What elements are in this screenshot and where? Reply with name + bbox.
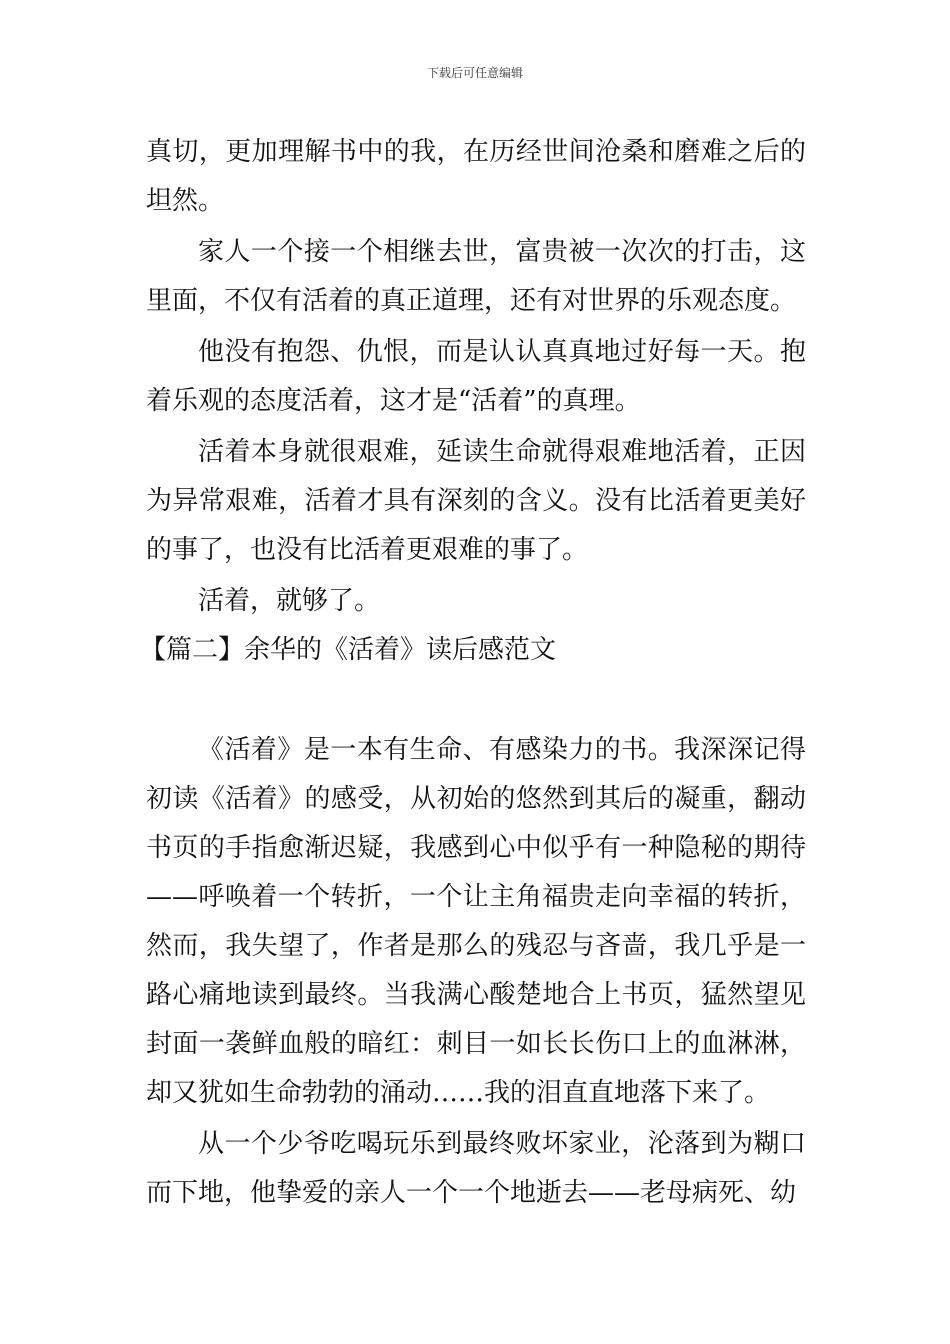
paragraph: 活着，就够了。: [198, 586, 381, 616]
section-spacer: [146, 675, 806, 724]
page-header: 下载后可任意编辑: [426, 66, 523, 80]
paragraph-continuation: 真切，更加理解书中的我，在历经世间沧桑和磨难之后的坦然。: [146, 137, 806, 216]
paragraph: 从一个少爷吃喝玩乐到最终败坏家业，沦落到为糊口而下地，他挚爱的亲人一个一个地逝去——老母病死、幼: [146, 1129, 806, 1208]
paragraph: 活着本身就很艰难，延读生命就得艰难地活着，正因为异常艰难，活着才具有深刻的含义。没有比活着更美好的事了，也没有比活着更艰难的事了。: [146, 437, 806, 565]
section-title: 【篇二】余华的《活着》读后感范文: [140, 635, 557, 665]
paragraph: 《活着》是一本有生命、有感染力的书。我深深记得初读《活着》的感受，从初始的悠然到其后的凝重，翻动书页的手指愈渐迟疑，我感到心中似乎有一种隐秘的期待——呼唤着一个转折，一个让主角福贵走向幸福的转折，然而，我失望了，作者是那么的残忍与吝啬，我几乎是一路心痛地读到最终。当我满心酸楚地合上书页，猛然望见封面一袭鲜血般的暗红：刺目一如长长伤口上的血淋淋，却又犹如生命勃勃的涌动……我的泪直直地落下来了。: [146, 735, 806, 1108]
paragraph: 他没有抱怨、仇恨，而是认认真真地过好每一天。抱着乐观的态度活着，这才是“活着”的真理。: [146, 337, 806, 416]
paragraph: 家人一个接一个相继去世，富贵被一次次的打击，这里面，不仅有活着的真正道理，还有对世界的乐观态度。: [146, 237, 806, 316]
document-body: [140, 128, 806, 1218]
